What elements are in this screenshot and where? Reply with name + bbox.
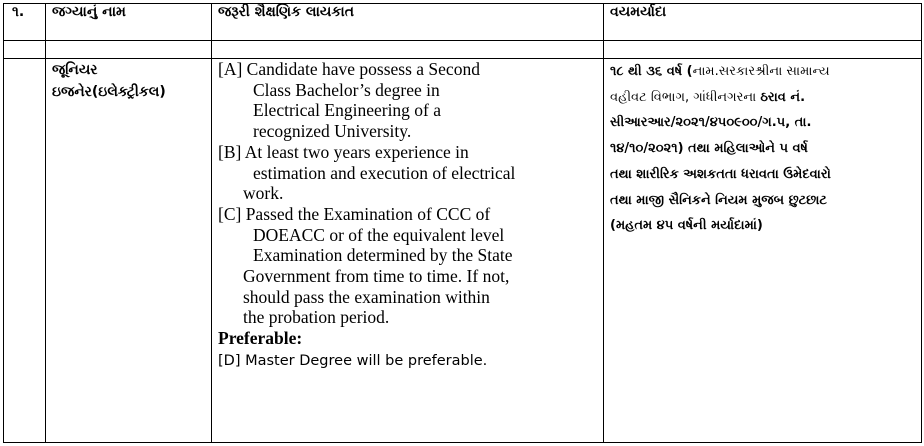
age-line [610, 188, 915, 214]
header-post-name: જગ્યાનું નામ [46, 4, 212, 41]
header-age-limit: વયમર્યાદા [604, 4, 922, 41]
qualification-c-line: DOEACC or of the equivalent level [253, 224, 505, 245]
age-line [610, 136, 915, 162]
age-line-text: સીઆરઆર/૨૦૨૧/૪૫૦૯૦૦/ગ.૫, તા. [610, 115, 812, 131]
header-qualification: જરૂરી શૈક્ષણિક લાયકાત [212, 4, 604, 41]
table-row [4, 59, 922, 443]
age-line-text: ઠરાવ નં. [760, 89, 806, 105]
recruitment-table [3, 3, 922, 443]
post-name-cell [46, 59, 212, 443]
age-line [610, 110, 915, 136]
preferable-heading: Preferable: [218, 328, 303, 349]
header-serial-number: ૧. [4, 4, 46, 41]
qualification-b-line: estimation and execution of electrical [253, 162, 516, 183]
post-name-line1: જૂનિયર [52, 62, 98, 78]
header-row [4, 4, 922, 41]
spacer-row [4, 41, 922, 59]
qualification-d: [D] Master Degree will be preferable. [218, 352, 488, 369]
age-line-text: તથા માજી સૈનિકને નિયમ મુજબ છુટછાટ [610, 192, 827, 208]
qualification-c-line: [C] Passed the Examination of CCC of [218, 203, 491, 224]
serial-cell [4, 59, 46, 443]
age-line [610, 59, 915, 85]
qualification-a-line: Class Bachelor’s degree in [253, 79, 440, 100]
qualification-b [218, 142, 597, 204]
age-line-text: ૧૪/૧૦/૨૦૨૧) તથા મહિલાઓને ૫ વર્ષ [610, 141, 808, 157]
post-name-line2: ઇજનેર(ઇલેક્ટ્રીકલ) [52, 84, 166, 100]
spacer-cell [604, 41, 922, 59]
age-line [610, 162, 915, 188]
qualification-b-line: work. [243, 183, 284, 204]
age-range-text: ૧૮ થી ૩૬ વર્ષ ( [610, 64, 693, 79]
spacer-cell [4, 41, 46, 59]
qualification-c-line: the probation period. [243, 307, 390, 328]
qualification-a-line: [A] Candidate have possess a Second [218, 59, 480, 79]
qualification-a-line: recognized University. [253, 121, 412, 142]
age-line-text: (મહતમ ૪૫ વર્ષની મર્યાદામાં) [610, 218, 763, 234]
spacer-cell [212, 41, 604, 59]
age-line [610, 85, 915, 111]
qualification-cell [212, 59, 604, 443]
age-limit-cell [604, 59, 922, 443]
qualification-c [218, 204, 597, 328]
qualification-c-line: Examination determined by the State [253, 245, 513, 266]
spacer-cell [46, 41, 212, 59]
qualification-a-line: Electrical Engineering of a [253, 100, 442, 121]
qualification-a [218, 59, 597, 142]
qualification-c-line: should pass the examination within [243, 286, 490, 307]
qualification-b-line: [B] At least two years experience in [218, 141, 469, 162]
age-line [610, 213, 915, 239]
age-line-text: વહીવટ વિભાગ, ગાંધીનગરના [610, 89, 761, 105]
age-line-text: તથા શારીરિક અશકતતા ધરાવતા ઉમેદવારો [610, 166, 831, 182]
age-line-text: નામ.સરકારશ્રીના સામાન્ય [692, 64, 830, 79]
qualification-c-line: Government from time to time. If not, [243, 266, 510, 287]
